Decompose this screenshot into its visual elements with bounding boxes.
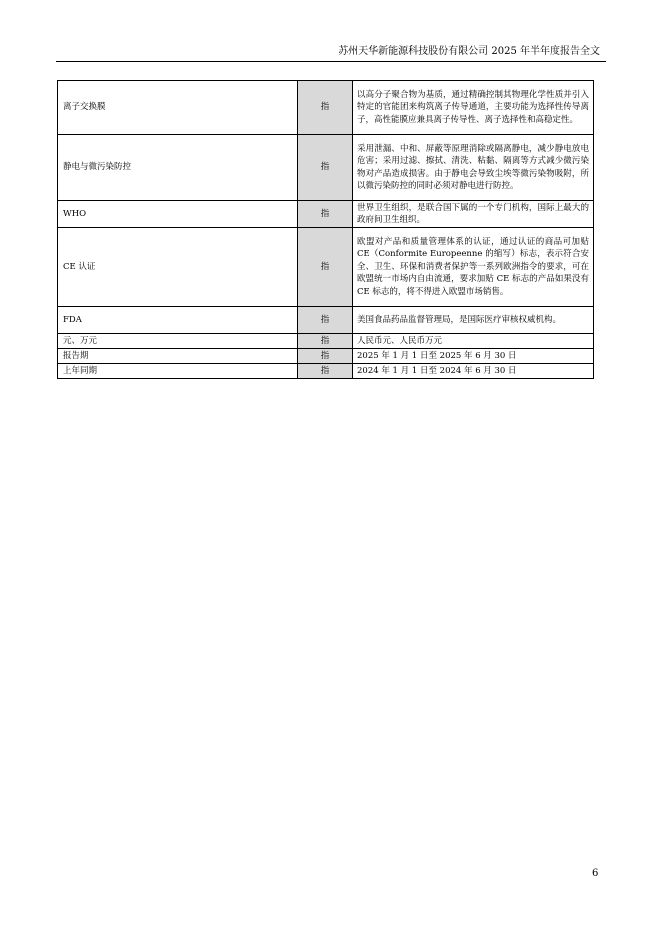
ref-cell: 指 [298,201,353,228]
page-header-title: 苏州天华新能源科技股份有限公司 2025 年半年度报告全文 [338,46,600,57]
table-row [58,135,594,201]
ref-cell: 指 [298,334,353,349]
definition-cell: 2025 年 1 月 1 日至 2025 年 6 月 30 日 [353,349,594,364]
term-cell: 静电与微污染防控 [58,135,298,201]
term-cell: CE 认证 [58,228,298,307]
term-cell: 元、万元 [58,334,298,349]
ref-cell: 指 [298,135,353,201]
definition-cell: 美国食品药品监督管理局，是国际医疗审核权威机构。 [353,307,594,334]
term-cell: 离子交换膜 [58,81,298,135]
definition-cell: 2024 年 1 月 1 日至 2024 年 6 月 30 日 [353,364,594,379]
term-cell: FDA [58,307,298,334]
table-row [58,201,594,228]
definition-cell: 采用泄漏、中和、屏蔽等原理消除或隔离静电，减少静电放电危害；采用过滤、擦拭、清洗、粘黏、隔离等方式减少微污染物对产品造成损害。由于静电会导致尘埃等微污染物吸附，所以微污染防控的同时必须对静电进行防控。 [353,135,594,201]
page-number: 6 [592,868,599,879]
table-row [58,349,594,364]
ref-cell: 指 [298,81,353,135]
definition-cell: 人民币元、人民币万元 [353,334,594,349]
definitions-table [57,80,594,379]
ref-cell: 指 [298,307,353,334]
term-cell: WHO [58,201,298,228]
table-row [58,364,594,379]
header-divider [56,61,606,62]
table-row [58,228,594,307]
ref-cell: 指 [298,349,353,364]
table-row [58,81,594,135]
definition-cell: 以高分子聚合物为基质，通过精确控制其物理化学性质并引入特定的官能团来构筑离子传导通道，主要功能为选择性传导离子，高性能膜应兼具离子传导性、离子选择性和高稳定性。 [353,81,594,135]
table-row [58,334,594,349]
term-cell: 报告期 [58,349,298,364]
definition-cell: 欧盟对产品和质量管理体系的认证，通过认证的商品可加贴 CE（Conformite Europeenne 的缩写）标志，表示符合安全、卫生、环保和消费者保护等一系列欧洲指令的要求，可在欧盟统一市场内自由流通，要求加贴 CE 标志的产品如果没有 CE 标志的，将不得进入欧盟市场销售。 [353,228,594,307]
term-cell: 上年同期 [58,364,298,379]
ref-cell: 指 [298,364,353,379]
table-row [58,307,594,334]
definition-cell: 世界卫生组织，是联合国下属的一个专门机构，国际上最大的政府间卫生组织。 [353,201,594,228]
ref-cell: 指 [298,228,353,307]
